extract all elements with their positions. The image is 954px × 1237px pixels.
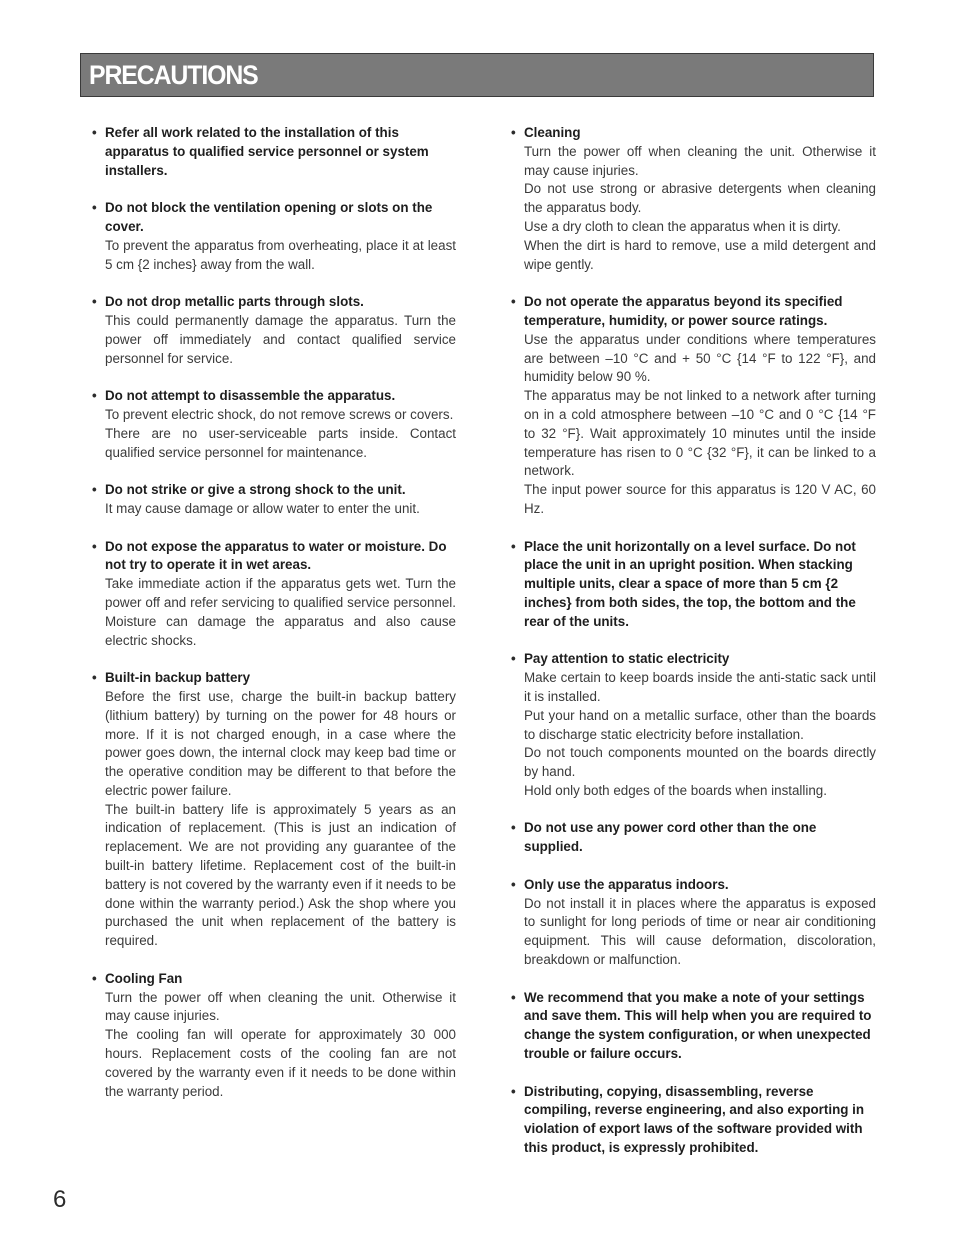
precaution-text: Before the first use, charge the built-in backup battery (lithium battery) by turning on the power for 48 hours or more. If it is not charged enough, in a case where the power goes down, the internal clock may keep bad time or the operative condition may be different to that before the electric power failure. [105, 688, 456, 798]
precaution-item [511, 1083, 876, 1158]
precaution-text: To prevent electric shock, do not remove screws or covers. [105, 406, 454, 422]
precaution-text: Turn the power off when cleaning the unit. Otherwise it may cause injuries. [105, 989, 456, 1024]
precaution-text: Put your hand on a metallic surface, other than the boards to discharge static electricity before installation. [524, 707, 876, 742]
precaution-text: Use the apparatus under conditions where temperatures are between –10 °C and + 50 °C {14 °F to 122 °F}, and humidity below 90 %. [524, 331, 876, 385]
precaution-heading: Built-in backup battery [105, 670, 251, 686]
precaution-heading: Do not block the ventilation opening or slots on the cover. [105, 200, 433, 234]
precaution-heading: We recommend that you make a note of your settings and save them. This will help when you are required to change the system configuration, or when unexpected trouble or failure occurs. [524, 989, 872, 1062]
precaution-text: The apparatus may be not linked to a network after turning on in a cold atmosphere between –10 °C and 0 °C {14 °F to 32 °F}. Wait approximately 10 minutes until the inside temperature has risen to 0 °C {32 °F}, it can be linked to a network. [524, 388, 876, 479]
precaution-item [92, 293, 456, 368]
precaution-heading: Place the unit horizontally on a level surface. Do not place the unit in an upright position. When stacking multiple units, clear a space of more than 5 cm {2 inches} from both sides, the top, the bottom and the rear of the units. [524, 538, 856, 629]
precaution-item [511, 124, 876, 274]
bullet-icon: • [511, 989, 516, 1005]
precaution-item [511, 876, 876, 970]
precaution-heading: Cooling Fan [105, 970, 183, 986]
precaution-item [92, 199, 456, 274]
precaution-item [92, 538, 456, 651]
precaution-heading: Do not operate the apparatus beyond its specified temperature, humidity, or power source ratings. [524, 294, 843, 328]
bullet-icon: • [511, 538, 516, 554]
precaution-text: The cooling fan will operate for approximately 30 000 hours. Replacement costs of the cooling fan are not covered by the warranty even if it needs to be done within the warranty period. [105, 1027, 456, 1099]
precaution-heading: Refer all work related to the installation of this apparatus to qualified service personnel or system installers. [105, 125, 429, 178]
bullet-icon: • [92, 388, 97, 404]
precaution-heading: Do not strike or give a strong shock to the unit. [105, 482, 406, 498]
page-title: PRECAUTIONS [89, 60, 258, 90]
precaution-item [511, 989, 876, 1064]
page-number: 6 [53, 1186, 67, 1213]
precaution-item [511, 819, 876, 857]
bullet-icon: • [511, 1083, 516, 1099]
precaution-text: To prevent the apparatus from overheating, place it at least 5 cm {2 inches} away from the wall. [105, 237, 456, 272]
precaution-text: Turn the power off when cleaning the unit. Otherwise it may cause injuries. [524, 143, 876, 178]
left-column [92, 124, 456, 1120]
precaution-item [92, 970, 456, 1102]
precaution-heading: Do not use any power cord other than the one supplied. [524, 820, 817, 855]
precaution-heading: Distributing, copying, disassembling, reverse compiling, reverse engineering, and also exporting in violation of export laws of the software provided with this product, is expressly prohibited. [524, 1083, 865, 1156]
precaution-text: The input power source for this apparatus is 120 V AC, 60 Hz. [524, 482, 876, 516]
right-column [511, 124, 876, 1177]
precaution-text: The built-in battery life is approximately 5 years as an indication of replacement. (This is just an indication of replacement. We are not providing any guarantee of the built-in battery lifetime. Replacement cost of the built-in battery is not covered by the warranty even if it needs to be done within the warranty period.) Ask the shop where you purchased the unit when replacement of the battery is required. [105, 801, 456, 949]
precaution-item [511, 538, 876, 632]
bullet-icon: • [511, 294, 516, 310]
bullet-icon: • [92, 538, 97, 554]
precaution-item [92, 124, 456, 180]
bullet-icon: • [92, 482, 97, 498]
precaution-item [92, 481, 456, 519]
bullet-icon: • [92, 125, 97, 140]
precaution-heading: Do not expose the apparatus to water or moisture. Do not try to operate it in wet areas. [105, 538, 447, 573]
precaution-text: There are no user-serviceable parts inside. Contact qualified service personnel for maintenance. [105, 425, 456, 460]
precaution-text: When the dirt is hard to remove, use a mild detergent and wipe gently. [524, 237, 876, 272]
precaution-item [92, 387, 456, 462]
precaution-text: It may cause damage or allow water to enter the unit. [105, 500, 420, 516]
precaution-text: This could permanently damage the apparatus. Turn the power off immediately and contact qualified service personnel for service. [105, 312, 456, 366]
precaution-heading: Only use the apparatus indoors. [524, 876, 729, 892]
title-bar [80, 53, 874, 97]
bullet-icon: • [511, 820, 516, 836]
bullet-icon: • [92, 200, 97, 216]
bullet-icon: • [92, 670, 97, 686]
precaution-heading: Cleaning [524, 125, 581, 140]
precaution-text: Take immediate action if the apparatus gets wet. Turn the power off and refer servicing to qualified service personnel. Moisture can damage the apparatus and also cause electric shocks. [105, 576, 456, 648]
precaution-item [92, 669, 456, 951]
precaution-item [511, 293, 876, 519]
bullet-icon: • [511, 125, 516, 140]
bullet-icon: • [511, 876, 516, 892]
precaution-text: Hold only both edges of the boards when installing. [524, 782, 827, 798]
precaution-text: Do not touch components mounted on the boards directly by hand. [524, 745, 876, 780]
precaution-text: Make certain to keep boards inside the anti-static sack until it is installed. [524, 670, 876, 704]
precaution-text: Do not install it in places where the apparatus is exposed to sunlight for long periods of time or near air conditioning equipment. This will cause deformation, discoloration, breakdown or malfunction. [524, 895, 876, 968]
precaution-text: Do not use strong or abrasive detergents when cleaning the apparatus body. [524, 181, 876, 216]
precaution-text: Use a dry cloth to clean the apparatus when it is dirty. [524, 218, 841, 234]
bullet-icon: • [511, 651, 516, 667]
precaution-item [511, 650, 876, 800]
bullet-icon: • [92, 294, 97, 310]
precaution-heading: Pay attention to static electricity [524, 651, 730, 667]
precaution-heading: Do not drop metallic parts through slots. [105, 294, 364, 310]
bullet-icon: • [92, 970, 97, 986]
precaution-heading: Do not attempt to disassemble the apparatus. [105, 388, 396, 404]
